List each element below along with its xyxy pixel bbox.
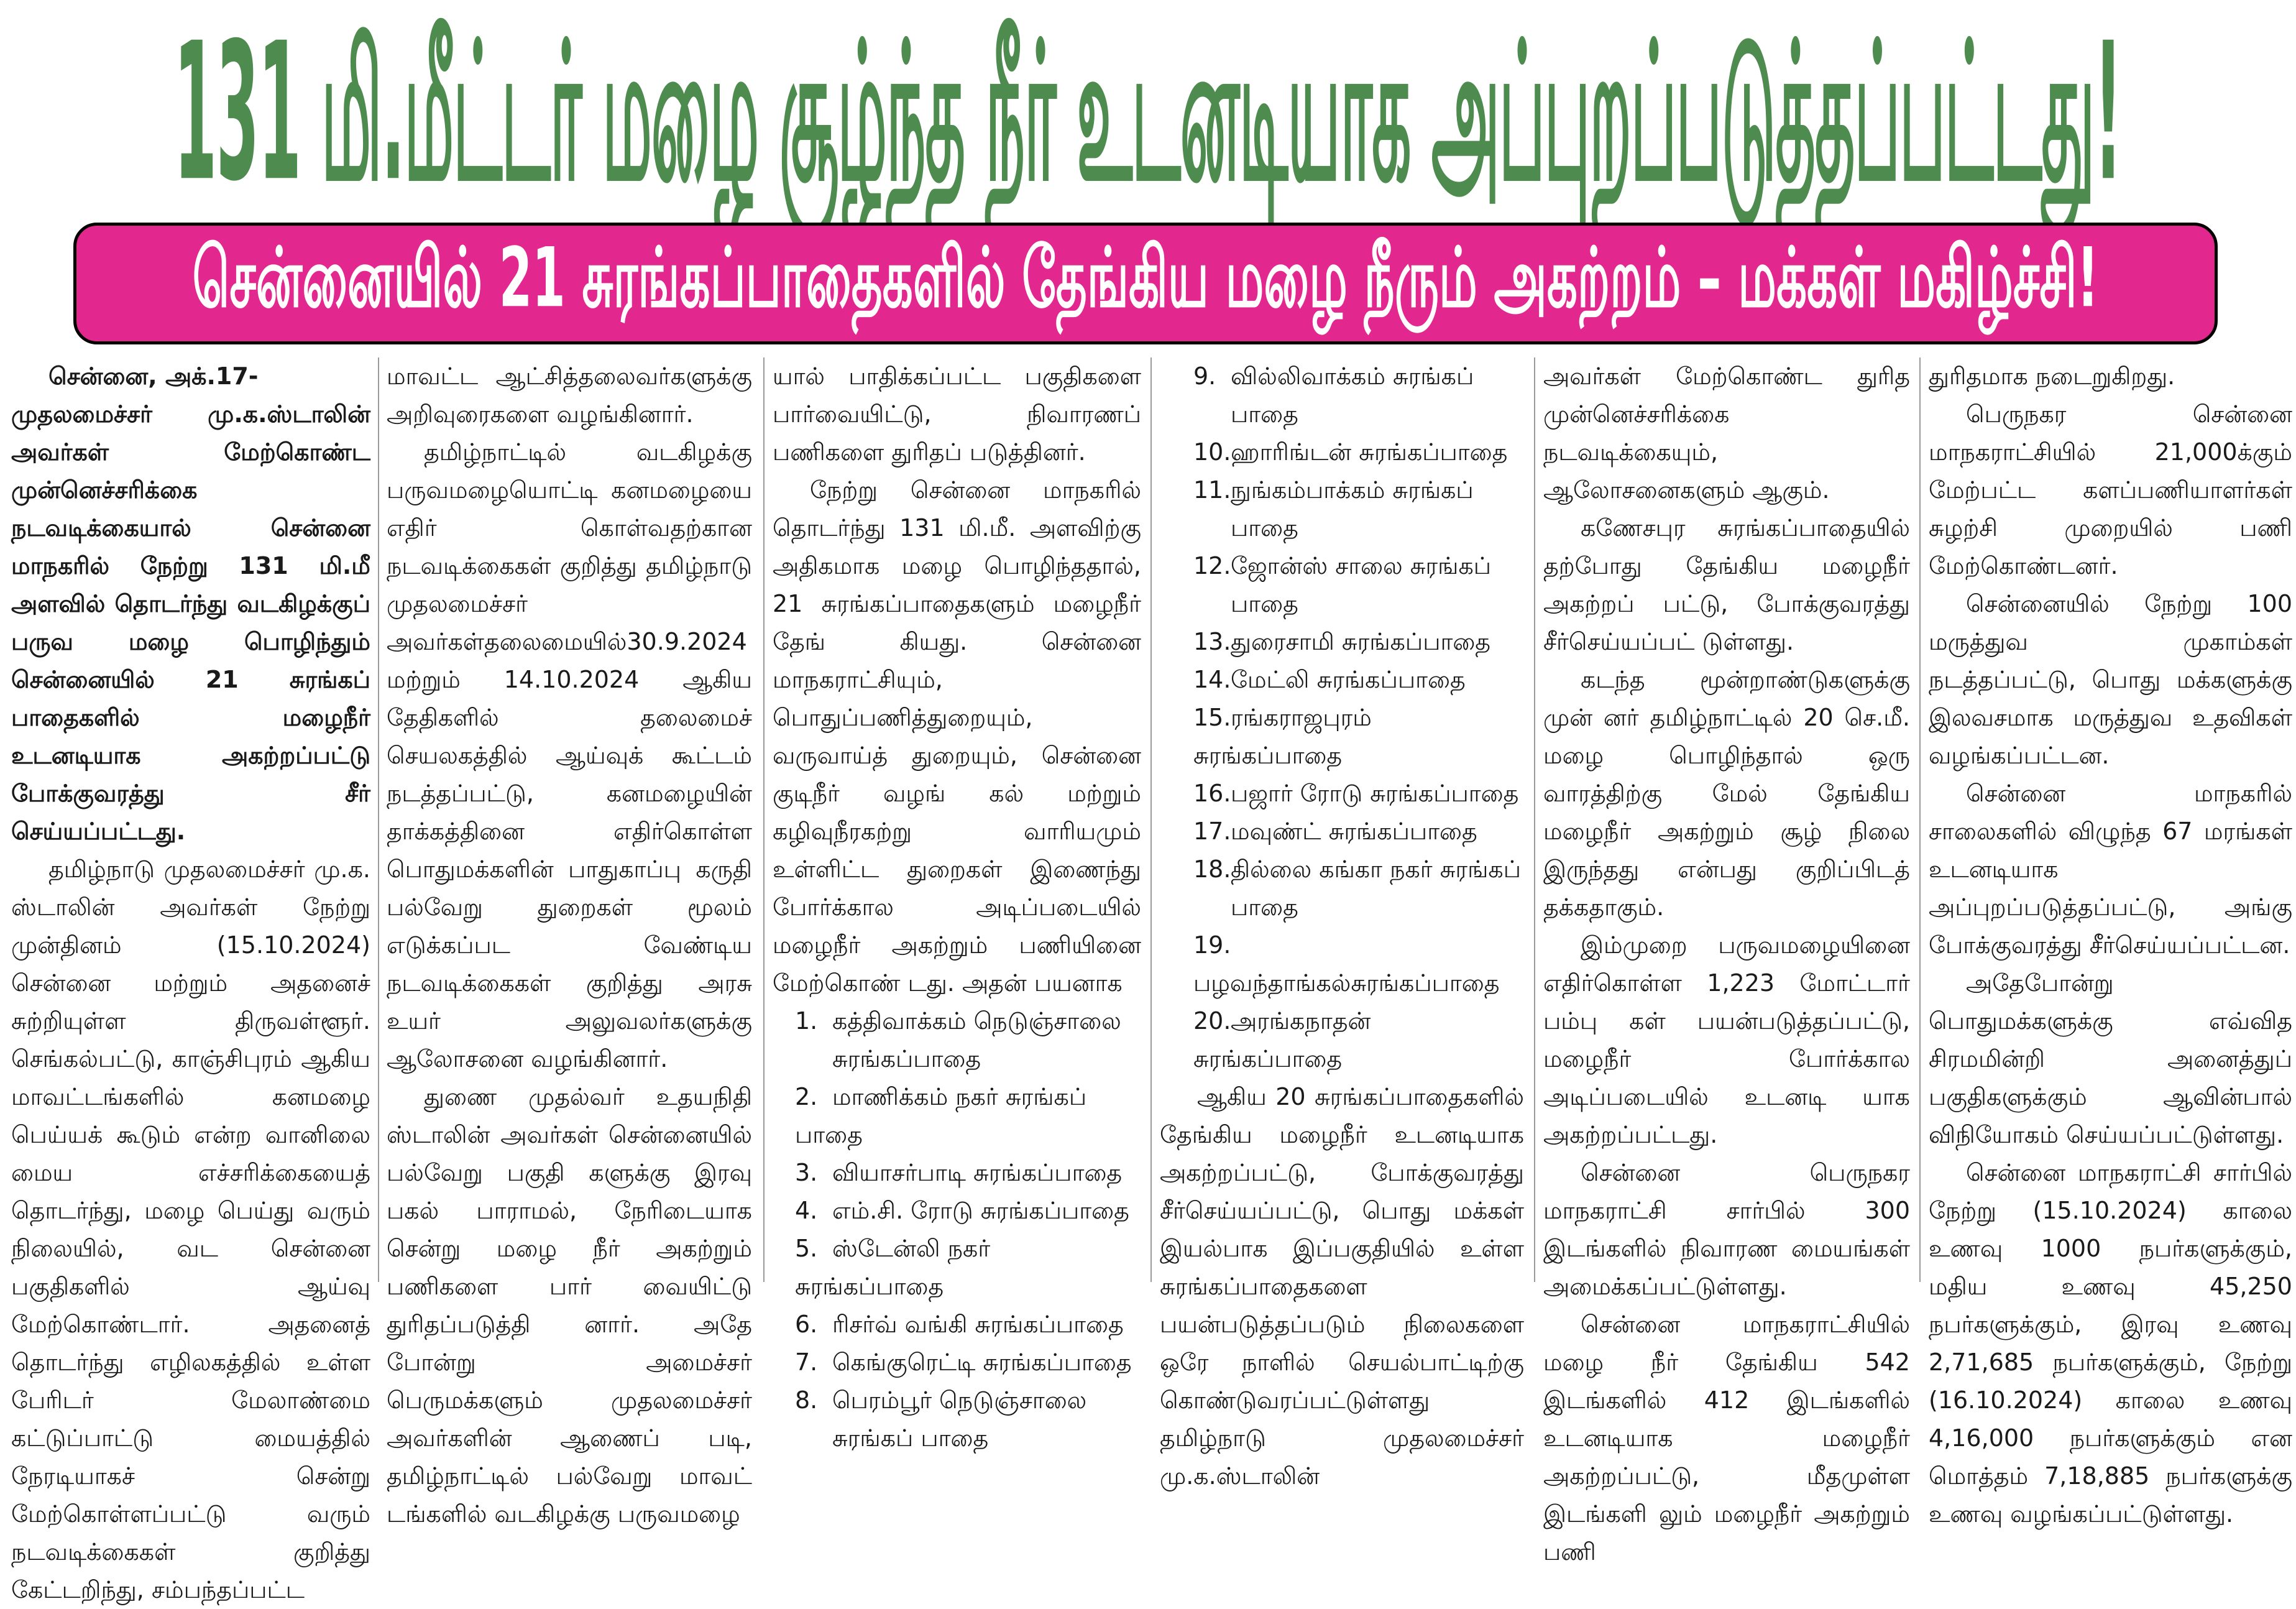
list-item [1193,699,1524,775]
list-item-number: 5. [795,1235,818,1262]
list-item-continuation: சுரங்கப் பாதை [832,1424,989,1452]
list-item-name: கத்திவாக்கம் நெடுஞ்சாலை [832,1007,1121,1035]
paragraph: இம்முறை பருவமழையினை எதிர்கொள்ள 1,223 மோட்டார் பம்பு கள் பயன்படுத்தப்பட்டு, மழைநீர் போர்க்கால அடிப்படையில் உடனடி யாக அகற்றப்பட்டது. [1543,931,1910,1148]
list-item [1193,661,1524,699]
paragraph: சென்னை மாநகரில் சாலைகளில் விழுந்த 67 மரங்கள் உடனடியாக அப்புறப்படுத்தப்பட்டு, அங்கு போக்குவரத்து சீர்செய்யப்பட்டன. [1929,780,2292,959]
list-item [1193,357,1524,433]
list-item-name: பெரம்பூர் நெடுஞ்சாலை [832,1386,1087,1414]
list-item-name: பழவந்தாங்கல்சுரங்கப்பாதை [1193,969,1500,997]
list-item-number: 16. [1193,780,1231,807]
list-item-number: 9. [1193,362,1216,390]
list-item-name: வில்லிவாக்கம் சுரங்கப் [1231,362,1474,390]
subway-list-a [773,1002,1141,1457]
paragraph: பெருநகர சென்னை மாநகராட்சியில் 21,000க்கும் மேற்பட்ட களப்பணியாளர்கள் சுழற்சி முறையில் பணி மேற்கொண்டனர். [1929,400,2292,579]
list-item [1193,623,1524,661]
list-item-name: துரைசாமி சுரங்கப்பாதை [1231,628,1491,655]
paragraph: நேற்று சென்னை மாநகரில் தொடர்ந்து 131 மி.மீ. அளவிற்கு அதிகமாக மழை பொழிந்ததால், 21 சுரங்கப்பாதைகளும் மழைநீர் தேங் கியது. சென்னை மாநகராட்சியும், பொதுப்பணித்துறையும், வருவாய்த் துறையும், சென்னை குடிநீர் வழங் கல் மற்றும் கழிவுநீரகற்று வாரியமும் உள்ளிட்ட துறைகள் இணைந்து போர்க்கால அடிப்படையில் மழைநீர் அகற்றும் பணியினை மேற்கொண் டது. அதன் பயனாக [773,476,1141,997]
list-item [1193,433,1524,471]
column-3 [773,357,1141,1452]
list-item-name: ஜோன்ஸ் சாலை சுரங்கப் [1231,552,1492,579]
subway-list-b [1160,357,1524,1078]
paragraph: சென்னை மாநகராட்சியில் மழை நீர் தேங்கிய 542 இடங்களில் 412 இடங்களில் உடனடியாக மழைநீர் அகற்றப்பட்டு, மீதமுள்ள இடங்களி லும் மழைநீர் அகற்றும் பணி [1543,1311,1910,1565]
list-item-continuation: பாதை [1231,514,1298,542]
list-item-name: கெங்குரெட்டி சுரங்கப்பாதை [832,1349,1132,1376]
list-item-name: ஸ்டேன்லி நகர் சுரங்கப்பாதை [795,1235,991,1300]
list-item-number: 1. [795,1007,818,1035]
list-item [795,1078,1141,1154]
list-item-name: ரங்கராஜபுரம் சுரங்கப்பாதை [1193,704,1372,769]
list-item [1193,547,1524,623]
list-item [795,1306,1141,1344]
paragraph: ஆகிய 20 சுரங்கப்பாதைகளில் தேங்கிய மழைநீர் உடனடியாக அகற்றப்பட்டு, போக்குவரத்து சீர்செய்யப்பட்டு, பொது மக்கள் இயல்பாக இப்பகுதியில் உள்ள சுரங்கப்பாதைகளை பயன்படுத்தப்படும் நிலைகளை ஒரே நாளில் செயல்பாட்டிற்கு கொண்டுவரப்பட்டுள்ளது தமிழ்நாடு முதலமைச்சர் மு.க.ஸ்டாலின் [1160,1083,1524,1490]
list-item-number: 13. [1193,628,1231,655]
column-1 [11,357,370,1603]
list-item-name: ரிசர்வ் வங்கி சுரங்கப்பாதை [832,1311,1124,1338]
list-item-number: 11. [1193,476,1231,504]
list-item [795,1002,1141,1078]
list-item-continuation: பாதை [1231,893,1298,921]
subheadline-text: சென்னையில் 21 சுரங்கப்பாதைகளில் தேங்கிய மழை நீரும் அகற்றம் – மக்கள் மகிழ்ச்சி! [192,230,2099,326]
column-divider [1150,357,1152,1282]
list-item-name: பஜார் ரோடு சுரங்கப்பாதை [1231,780,1519,807]
list-item [795,1230,1141,1306]
column-divider [1534,357,1535,1282]
list-item-continuation: பாதை [1231,400,1298,428]
dateline: சென்னை, அக்.17- [48,362,259,390]
list-item-number: 19. [1193,931,1231,959]
list-item-number: 10. [1193,438,1231,466]
list-item-number: 3. [795,1159,818,1186]
column-2 [387,357,752,1528]
paragraph: தமிழ்நாடு முதலமைச்சர் மு.க. ஸ்டாலின் அவர்கள் நேற்று முன்தினம் (15.10.2024) சென்னை மற்றும் அதனைச் சுற்றியுள்ள திருவள்ளூர். செங்கல்பட்டு, காஞ்சிபுரம் ஆகிய மாவட்டங்களில் கனமழை பெய்யக் கூடும் என்ற வானிலை மைய எச்சரிக்கையைத் தொடர்ந்து, மழை பெய்து வரும் நிலையில், வட சென்னை பகுதிகளில் ஆய்வு மேற்கொண்டார். அதனைத் தொடர்ந்து எழிலகத்தில் உள்ள பேரிடர் மேலாண்மை கட்டுப்பாட்டு மையத்தில் நேரடியாகச் சென்று மேற்கொள்ளப்பட்டு வரும் நடவடிக்கைகள் குறித்து கேட்டறிந்து, சம்பந்தப்பட்ட [11,855,370,1603]
list-item-number: 20. [1193,1007,1231,1035]
list-item-number: 6. [795,1311,818,1338]
column-divider [763,357,765,1282]
list-item [1193,851,1524,926]
paragraph: கடந்த மூன்றாண்டுகளுக்கு முன் னர் தமிழ்நாட்டில் 20 செ.மீ. மழை பொழிந்தால் ஒரு வாரத்திற்கு மேல் தேங்கிய மழைநீர் அகற்றும் சூழ் நிலை இருந்தது என்பது குறிப்பிடத் தக்கதாகும். [1543,666,1910,921]
paragraph: அவர்கள் மேற்கொண்ட துரித முன்னெச்சரிக்கை நடவடிக்கையும், ஆலோசனைகளும் ஆகும். [1543,362,1910,504]
paragraph: மாவட்ட ஆட்சித்தலைவர்களுக்கு அறிவுரைகளை வழங்கினார். [387,362,752,428]
paragraph: அதேபோன்று பொதுமக்களுக்கு எவ்வித சிரமமின்றி அனைத்துப் பகுதிகளுக்கும் ஆவின்பால் விநியோகம் செய்யப்பட்டுள்ளது. [1929,969,2292,1148]
list-item-continuation: பாதை [1231,590,1298,617]
article-body [0,357,2296,1603]
list-item-number: 17. [1193,818,1231,845]
list-item-name: மேட்லி சுரங்கப்பாதை [1231,666,1466,693]
list-item [1193,1002,1524,1078]
list-item-number: 15. [1193,704,1231,731]
paragraph: சென்னை மாநகராட்சி சார்பில் நேற்று (15.10.2024) காலை உணவு 1000 நபர்களுக்கும், மதிய உணவு 45,250 நபர்களுக்கும், இரவு உணவு 2,71,685 நபர்களுக்கும், நேற்று (16.10.2024) காலை உணவு 4,16,000 நபர்களுக்கும் என மொத்தம் 7,18,885 நபர்களுக்கு உணவு வழங்கப்பட்டுள்ளது. [1929,1159,2292,1528]
paragraph: கணேசபுர சுரங்கப்பாதையில் தற்போது தேங்கிய மழைநீர் அகற்றப் பட்டு, போக்குவரத்து சீர்செய்யப்பட் டுள்ளது. [1543,514,1910,655]
column-4 [1160,357,1524,1490]
list-item-number: 2. [795,1083,818,1110]
list-item-number: 12. [1193,552,1231,579]
list-item-name: அரங்கநாதன் சுரங்கப்பாதை [1193,1007,1371,1072]
list-item [795,1344,1141,1381]
column-5 [1543,357,1910,1565]
headline [0,0,2296,224]
paragraph: தமிழ்நாட்டில் வடகிழக்கு பருவமழையொட்டி கனமழையை எதிர் கொள்வதற்கான நடவடிக்கைகள் குறித்து தமிழ்நாடு முதலமைச்சர் அவர்கள்தலைமையில்30.9.2024 மற்றும் 14.10.2024 ஆகிய தேதிகளில் தலைமைச் செயலகத்தில் ஆய்வுக் கூட்டம் நடத்தப்பட்டு, கனமழையின் தாக்கத்தினை எதிர்கொள்ள பொதுமக்களின் பாதுகாப்பு கருதி பல்வேறு துறைகள் மூலம் எடுக்கப்பட வேண்டிய நடவடிக்கைகள் குறித்து அரசு உயர் அலுவலர்களுக்கு ஆலோசனை வழங்கினார். [387,438,752,1072]
list-item [1193,775,1524,813]
list-item-number: 8. [795,1386,818,1414]
list-item-name: வியாசர்பாடி சுரங்கப்பாதை [832,1159,1123,1186]
list-item [1193,471,1524,547]
paragraph: யால் பாதிக்கப்பட்ட பகுதிகளை பார்வையிட்டு, நிவாரணப் பணிகளை துரிதப் படுத்தினர். [773,362,1141,466]
column-divider [378,357,379,1282]
list-item [795,1192,1141,1230]
paragraph: சென்னையில் நேற்று 100 மருத்துவ முகாம்கள் நடத்தப்பட்டு, பொது மக்களுக்கு இலவசமாக மருத்துவ உதவிகள் வழங்கப்பட்டன. [1929,590,2292,769]
lead-paragraph: முதலமைச்சர் மு.க.ஸ்டாலின் அவர்கள் மேற்கொண்ட முன்னெச்சரிக்கை நடவடிக்கையால் சென்னை மாநகரில் நேற்று 131 மி.மீ அளவில் தொடர்ந்து வடகிழக்குப் பருவ மழை பொழிந்தும் சென்னையில் 21 சுரங்கப் பாதைகளில் மழைநீர் உடனடியாக அகற்றப்பட்டு போக்குவரத்து சீர் செய்யப்பட்டது. [11,400,370,845]
list-item-name: மவுண்ட் சுரங்கப்பாதை [1231,818,1477,845]
list-item [1193,813,1524,851]
list-item [795,1381,1141,1457]
paragraph: துரிதமாக நடைறுகிறது. [1929,362,2175,390]
list-item-name: ஹாரிங்டன் சுரங்கப்பாதை [1231,438,1508,466]
list-item-number: 18. [1193,855,1231,883]
list-item-continuation: சுரங்கப்பாதை [832,1045,981,1072]
list-item-number: 4. [795,1197,818,1224]
column-divider [1919,357,1921,1282]
paragraph: சென்னை பெருநகர மாநகராட்சி சார்பில் 300 இடங்களில் நிவாரண மையங்கள் அமைக்கப்பட்டுள்ளது. [1543,1159,1910,1300]
paragraph: துணை முதல்வர் உதயநிதி ஸ்டாலின் அவர்கள் சென்னையில் பல்வேறு பகுதி களுக்கு இரவு பகல் பாராமல், நேரிடையாக சென்று மழை நீர் அகற்றும் பணிகளை பார் வையிட்டு துரிதப்படுத்தி னார். அதே போன்று அமைச்சர் பெருமக்களும் முதலமைச்சர் அவர்களின் ஆணைப் படி, தமிழ்நாட்டில் பல்வேறு மாவட் டங்களில் வடகிழக்கு பருவமழை [387,1083,752,1528]
list-item-name: எம்.சி. ரோடு சுரங்கப்பாதை [832,1197,1129,1224]
list-item-name: நுங்கம்பாக்கம் சுரங்கப் [1231,476,1474,504]
headline-text: 131 மி.மீட்டர் மழை சூழ்ந்த நீர் உடனடியாக அப்புறப்படுத்தப்பட்டது! [174,1,2122,223]
list-item [795,1154,1141,1192]
list-item-number: 14. [1193,666,1231,693]
list-item-name: மாணிக்கம் நகர் சுரங்கப் பாதை [795,1083,1087,1148]
column-6 [1929,357,2292,1528]
list-item-number: 7. [795,1349,818,1376]
subheadline-banner [73,223,2218,344]
list-item-name: தில்லை கங்கா நகர் சுரங்கப் [1231,855,1522,883]
list-item [1193,926,1524,1002]
